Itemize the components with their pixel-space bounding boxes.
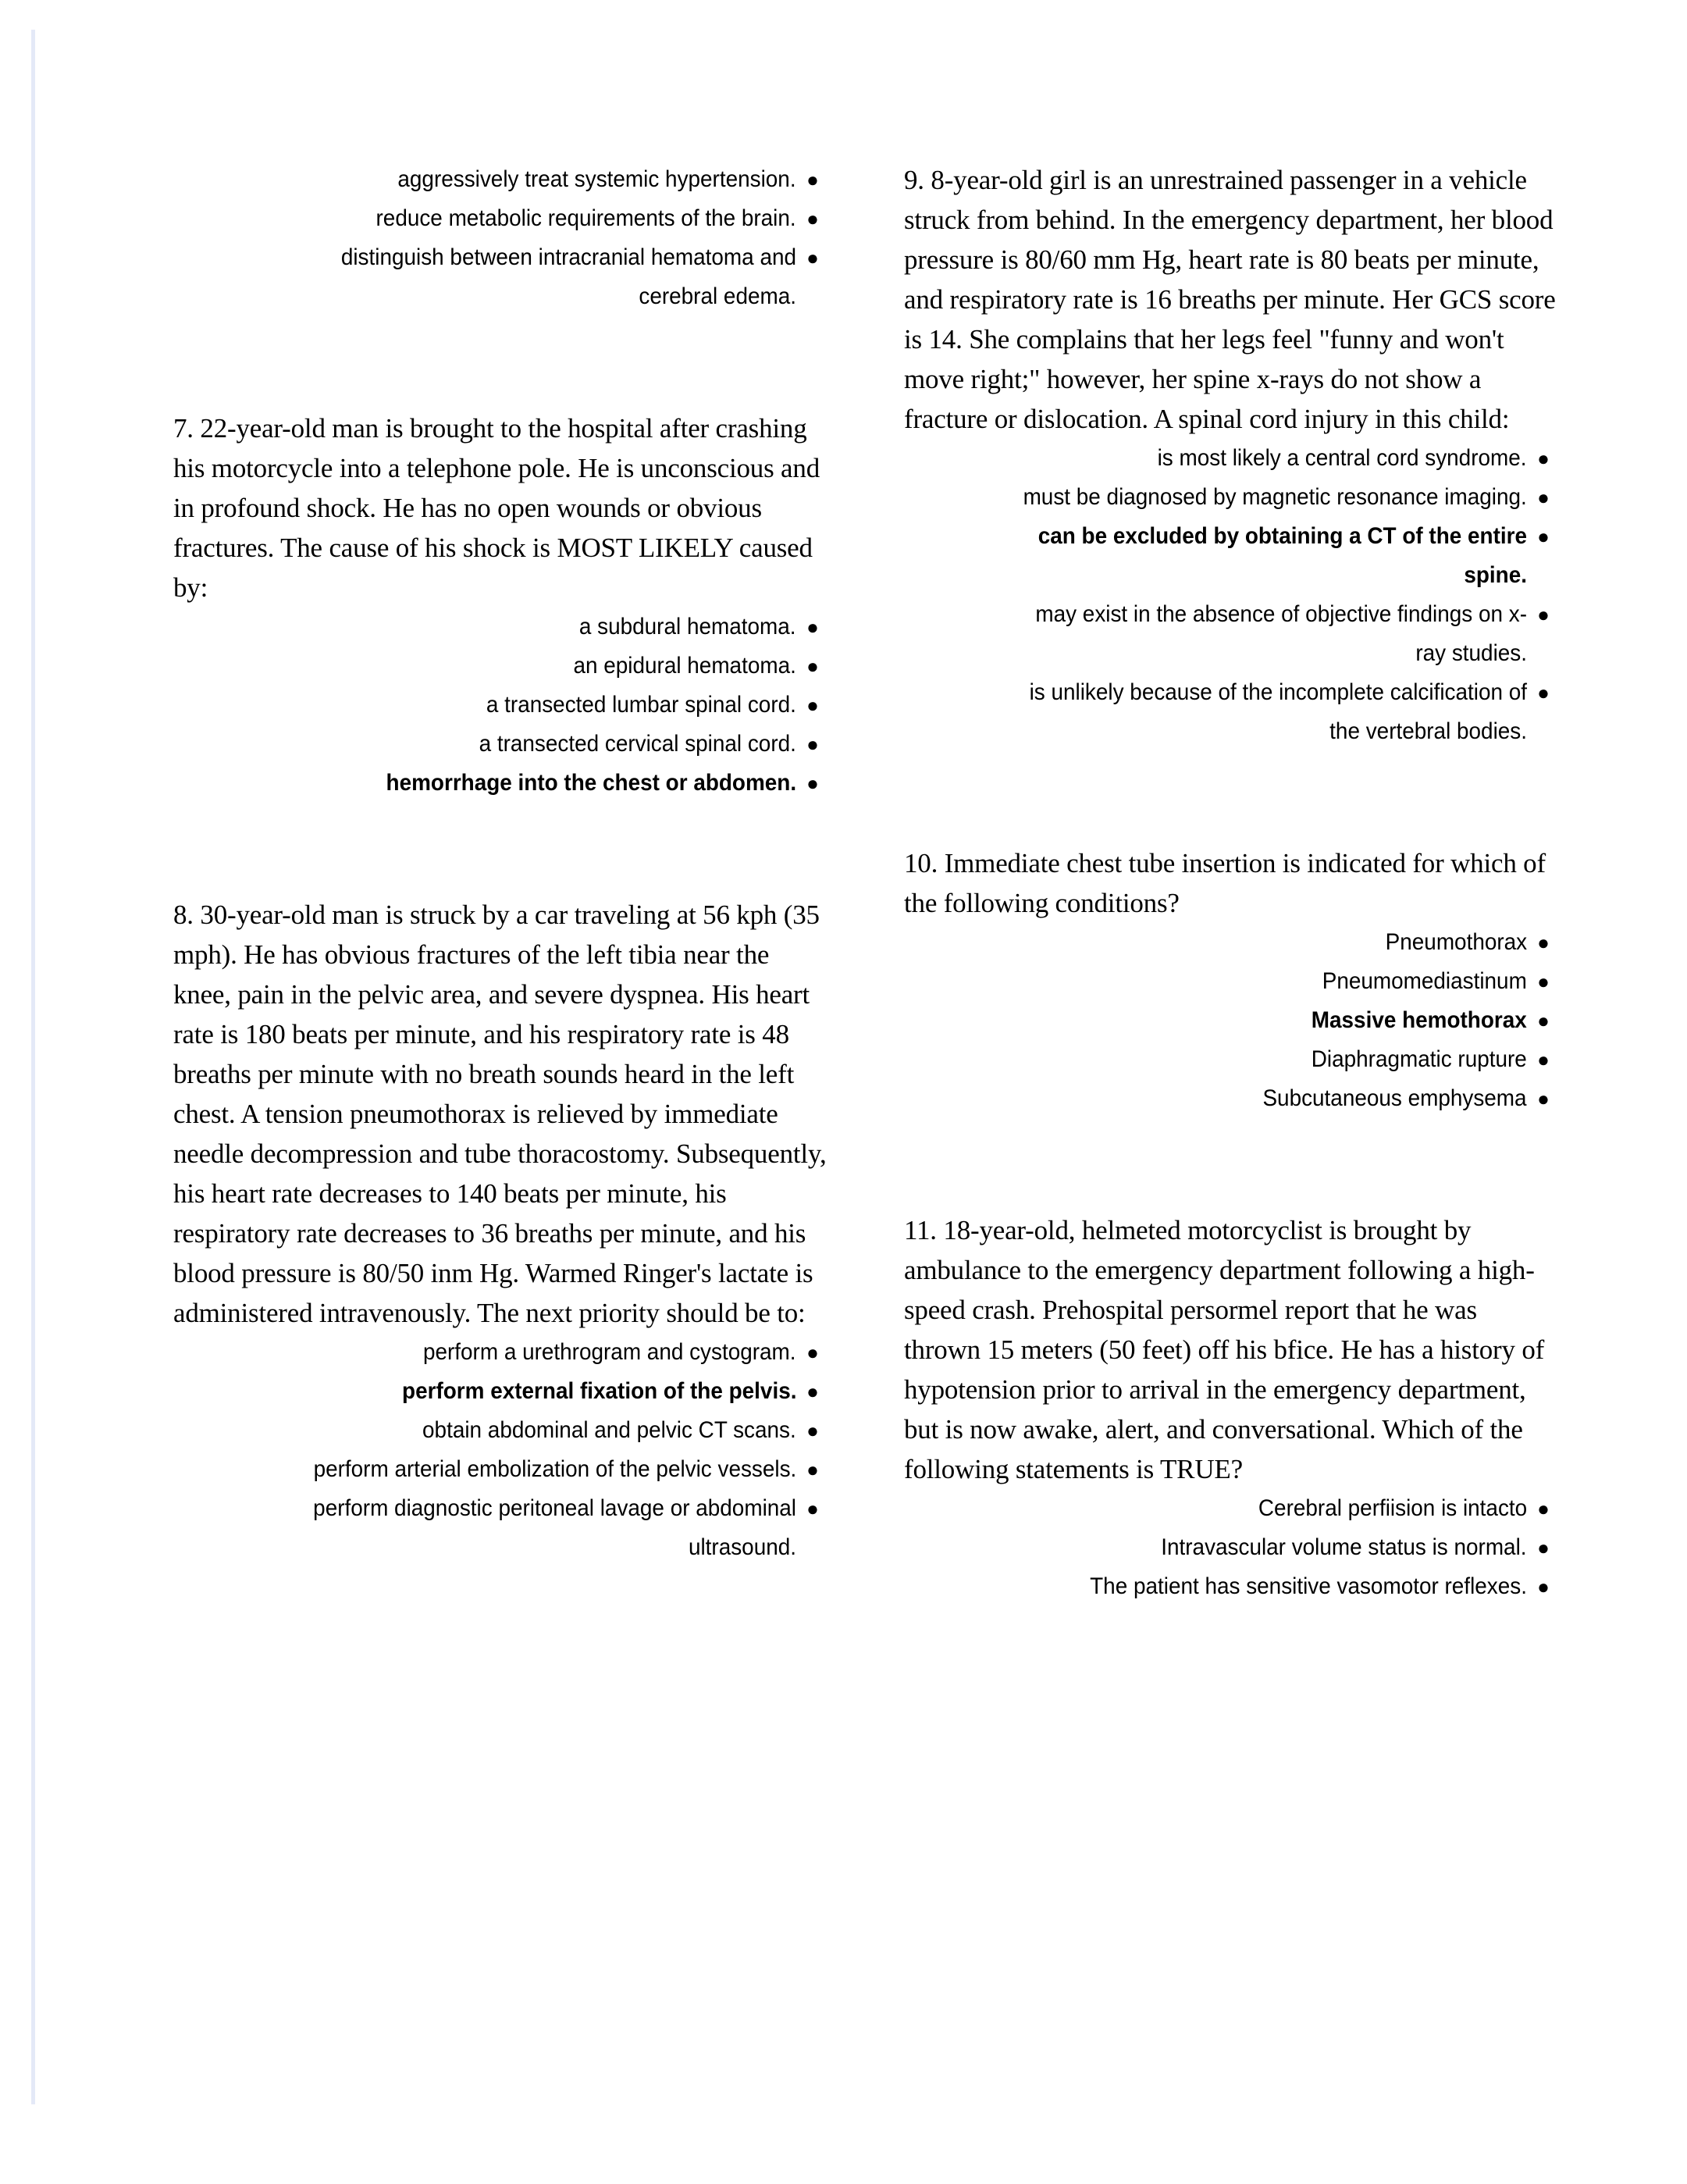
spacer bbox=[173, 316, 829, 408]
bullet-icon: ● bbox=[1537, 486, 1550, 509]
answer-text: Subcutaneous emphysema bbox=[1262, 1085, 1527, 1111]
answer-option[interactable] bbox=[173, 238, 829, 316]
answer-option-correct[interactable] bbox=[173, 1372, 829, 1411]
answer-text: obtain abdominal and pelvic CT scans. bbox=[422, 1417, 796, 1443]
answer-text: Pneumothorax bbox=[1385, 929, 1527, 955]
answer-text: distinguish between intracranial hematoma and cerebral edema. bbox=[340, 244, 796, 309]
answer-text: perform external fixation of the pelvis. bbox=[401, 1378, 796, 1404]
answer-text: a transected lumbar spinal cord. bbox=[486, 692, 796, 718]
answer-option[interactable] bbox=[904, 1567, 1560, 1606]
answer-option[interactable] bbox=[173, 607, 829, 647]
answer-option[interactable] bbox=[173, 1489, 829, 1567]
answer-option-correct[interactable] bbox=[904, 1001, 1560, 1040]
bullet-icon: ● bbox=[806, 732, 819, 756]
bullet-icon: ● bbox=[806, 1380, 819, 1403]
answer-option[interactable] bbox=[904, 1489, 1560, 1528]
spacer bbox=[173, 803, 829, 895]
answer-option[interactable] bbox=[904, 962, 1560, 1001]
answer-option[interactable] bbox=[904, 595, 1560, 673]
bullet-icon: ● bbox=[806, 246, 819, 269]
question-9-body: 9. 8-year-old girl is an unrestrained passenger in a vehicle struck from behind. In the emergency department, her blood pressure is 80/60 mm Hg, heart rate is 80 beats per minute, and respiratory rate is 16 breaths per minute. Her GCS score is 14. She complains that her legs feel "funny and won't move right;" however, her spine x-rays do not show a fracture or dislocation. A spinal cord injury in this child: bbox=[904, 165, 1556, 434]
bullet-icon: ● bbox=[1537, 525, 1550, 548]
bullet-icon: ● bbox=[806, 207, 819, 230]
answer-option[interactable] bbox=[173, 199, 829, 238]
answer-option[interactable] bbox=[173, 647, 829, 686]
question-8-body: 8. 30-year-old man is struck by a car traveling at 56 kph (35 mph). He has obvious fractures of the left tibia near the knee, pain in the pelvic area, and severe dyspnea. His heart rate is 180 beats per minute, and his respiratory rate is 48 breaths per minute with no breath sounds heard in the left chest. A tension pneumothorax is relieved by immediate needle decompression and tube thoracostomy. Subsequently, his heart rate decreases to 140 beats per minute, his respiratory rate decreases to 36 breaths per minute, and his blood pressure is 80/50 inm Hg. Warmed Ringer's lactate is administered intravenously. The next priority should be to: bbox=[173, 900, 827, 1328]
bullet-icon: ● bbox=[806, 168, 819, 191]
answer-option[interactable] bbox=[904, 478, 1560, 517]
bullet-icon: ● bbox=[806, 654, 819, 678]
question-10-body: 10. Immediate chest tube insertion is indicated for which of the following conditions? bbox=[904, 848, 1546, 918]
right-column bbox=[904, 160, 1560, 2184]
answer-text: Massive hemothorax bbox=[1311, 1007, 1527, 1033]
bullet-icon: ● bbox=[1537, 1575, 1550, 1598]
answer-option[interactable] bbox=[904, 673, 1560, 751]
question-11-body: 11. 18-year-old, helmeted motorcyclist is brought by ambulance to the emergency department following a high-speed crash. Prehospital persormel report that he was thrown 15 meters (50 feet) off his bfice. He has a history of hypotension prior to arrival in the emergency department, but is now awake, alert, and conversational. Which of the following statements is TRUE? bbox=[904, 1215, 1545, 1484]
answer-text: an epidural hematoma. bbox=[573, 653, 796, 679]
answer-text: a subdural hematoma. bbox=[579, 614, 796, 640]
left-column bbox=[173, 160, 829, 2184]
answer-option[interactable] bbox=[904, 1528, 1560, 1567]
bullet-icon: ● bbox=[806, 693, 819, 717]
continued-answer-list bbox=[173, 160, 829, 316]
bullet-icon: ● bbox=[806, 1419, 819, 1442]
spacer bbox=[904, 1118, 1560, 1210]
answer-text: reduce metabolic requirements of the brain. bbox=[375, 205, 796, 231]
answer-text: Intravascular volume status is normal. bbox=[1161, 1534, 1527, 1560]
bullet-icon: ● bbox=[1537, 1536, 1550, 1559]
bullet-icon: ● bbox=[1537, 1048, 1550, 1071]
bullet-icon: ● bbox=[806, 615, 819, 639]
answer-option[interactable] bbox=[904, 923, 1560, 962]
answer-option[interactable] bbox=[173, 1333, 829, 1372]
question-10-answer-list bbox=[904, 923, 1560, 1118]
answer-text: aggressively treat systemic hypertension. bbox=[397, 166, 796, 192]
bullet-icon: ● bbox=[1537, 970, 1550, 993]
spacer bbox=[904, 751, 1560, 843]
answer-text: is unlikely because of the incomplete calcification of the vertebral bodies. bbox=[1029, 679, 1527, 744]
bullet-icon: ● bbox=[806, 1341, 819, 1364]
bullet-icon: ● bbox=[806, 1458, 819, 1481]
answer-text: Cerebral perfiision is intacto bbox=[1258, 1495, 1527, 1521]
question-7-answer-list bbox=[173, 607, 829, 803]
bullet-icon: ● bbox=[1537, 447, 1550, 470]
answer-text: hemorrhage into the chest or abdomen. bbox=[386, 770, 796, 796]
bullet-icon: ● bbox=[806, 771, 819, 795]
answer-option-correct[interactable] bbox=[173, 764, 829, 803]
answer-text: Pneumomediastinum bbox=[1322, 968, 1527, 994]
question-8-answer-list bbox=[173, 1333, 829, 1567]
question-11-answer-list bbox=[904, 1489, 1560, 1606]
answer-text: a transected cervical spinal cord. bbox=[479, 731, 796, 757]
answer-option[interactable] bbox=[904, 439, 1560, 478]
answer-option[interactable] bbox=[173, 160, 829, 199]
answer-option-correct[interactable] bbox=[904, 517, 1560, 595]
answer-text: The patient has sensitive vasomotor reflexes. bbox=[1090, 1573, 1527, 1599]
answer-text: perform diagnostic peritoneal lavage or abdominal ultrasound. bbox=[313, 1495, 796, 1560]
answer-text: may exist in the absence of objective findings on x-ray studies. bbox=[1035, 601, 1527, 666]
bullet-icon: ● bbox=[1537, 603, 1550, 626]
answer-option[interactable] bbox=[173, 1411, 829, 1450]
bullet-icon: ● bbox=[806, 1497, 819, 1520]
bullet-icon: ● bbox=[1537, 1087, 1550, 1110]
answer-option[interactable] bbox=[173, 725, 829, 764]
answer-text: must be diagnosed by magnetic resonance imaging. bbox=[1023, 484, 1527, 510]
answer-text: Diaphragmatic rupture bbox=[1311, 1046, 1527, 1072]
bullet-icon: ● bbox=[1537, 1497, 1550, 1520]
answer-option[interactable] bbox=[904, 1040, 1560, 1079]
question-9-answer-list bbox=[904, 439, 1560, 751]
answer-text: perform a urethrogram and cystogram. bbox=[423, 1339, 796, 1365]
answer-option[interactable] bbox=[173, 1450, 829, 1489]
answer-text: is most likely a central cord syndrome. bbox=[1158, 445, 1527, 471]
answer-option[interactable] bbox=[904, 1079, 1560, 1118]
answer-text: can be excluded by obtaining a CT of the entire spine. bbox=[1037, 523, 1527, 588]
bullet-icon: ● bbox=[1537, 1009, 1550, 1032]
bullet-icon: ● bbox=[1537, 931, 1550, 954]
bullet-icon: ● bbox=[1537, 681, 1550, 704]
question-7-body: 7. 22-year-old man is brought to the hospital after crashing his motorcycle into a telephone pole. He is unconscious and in profound shock. He has no open wounds or obvious fractures. The cause of his shock is MOST LIKELY caused by: bbox=[173, 413, 820, 603]
answer-option[interactable] bbox=[173, 686, 829, 725]
answer-text: perform arterial embolization of the pelvic vessels. bbox=[313, 1456, 796, 1482]
